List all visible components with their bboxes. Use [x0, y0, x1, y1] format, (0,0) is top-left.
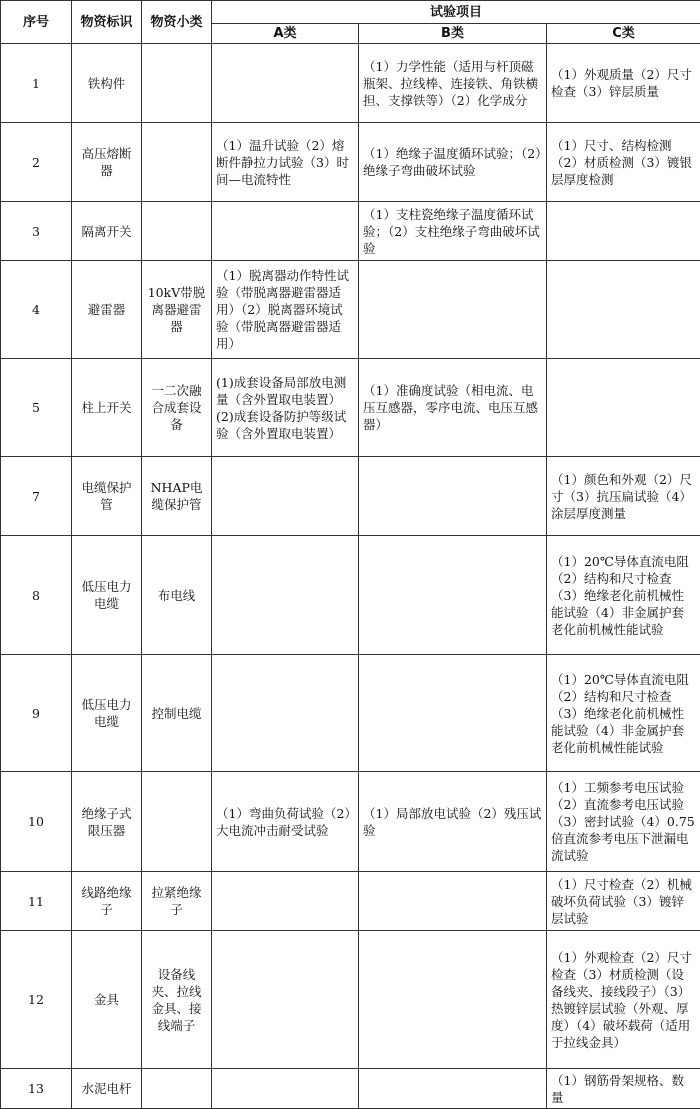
header-class-b: B类 — [359, 24, 547, 44]
cell-seq: 1 — [1, 44, 72, 123]
cell-seq: 8 — [1, 536, 72, 655]
cell-class-a — [212, 202, 359, 261]
cell-seq: 11 — [1, 872, 72, 931]
table-row — [1, 202, 700, 261]
cell-material-id: 隔离开关 — [72, 202, 142, 261]
cell-class-c: （1）20℃导体直流电阻（2）结构和尺寸检查（3）绝缘老化前机械性能试验（4）非金属护套老化前机械性能试验 — [547, 536, 700, 655]
cell-material-subclass: 一二次融合成套设备 — [142, 359, 212, 457]
header-row — [1, 1, 700, 24]
cell-class-b — [359, 1069, 547, 1109]
table-row — [1, 123, 700, 202]
cell-class-b — [359, 931, 547, 1069]
cell-class-a — [212, 872, 359, 931]
cell-class-c: （1）外观检查（2）尺寸检查（3）材质检测（设备线夹、接线段子）（3）热镀锌层试验（外观、厚度）（4）破坏载荷（适用于拉线金具） — [547, 931, 700, 1069]
cell-material-subclass — [142, 1069, 212, 1109]
cell-class-c: （1）尺寸、结构检测（2）材质检测（3）镀银层厚度检测 — [547, 123, 700, 202]
cell-class-c: （1）尺寸检查（2）机械破坏负荷试验（3）镀锌层试验 — [547, 872, 700, 931]
header-class-c: C类 — [547, 24, 700, 44]
cell-material-subclass: NHAP电缆保护管 — [142, 457, 212, 536]
cell-class-b: （1）绝缘子温度循环试验；（2）绝缘子弯曲破坏试验 — [359, 123, 547, 202]
cell-material-subclass — [142, 202, 212, 261]
cell-material-id: 柱上开关 — [72, 359, 142, 457]
cell-material-id: 水泥电杆 — [72, 1069, 142, 1109]
cell-class-b — [359, 261, 547, 359]
cell-class-b: （1）支柱瓷绝缘子温度循环试验；（2）支柱绝缘子弯曲破坏试验 — [359, 202, 547, 261]
cell-material-id: 金具 — [72, 931, 142, 1069]
cell-class-a — [212, 931, 359, 1069]
table-row — [1, 536, 700, 655]
cell-class-a — [212, 457, 359, 536]
cell-class-a: （1）弯曲负荷试验（2）大电流冲击耐受试验 — [212, 772, 359, 872]
cell-material-id: 线路绝缘子 — [72, 872, 142, 931]
cell-seq: 7 — [1, 457, 72, 536]
cell-class-c: （1）工频参考电压试验（2）直流参考电压试验（3）密封试验（4）0.75倍直流参考电压下泄漏电流试验 — [547, 772, 700, 872]
cell-seq: 9 — [1, 655, 72, 772]
cell-seq: 4 — [1, 261, 72, 359]
table-row — [1, 655, 700, 772]
cell-seq: 2 — [1, 123, 72, 202]
cell-class-a: (1)成套设备局部放电测量（含外置取电装置）(2)成套设备防护等级试验（含外置取电装置） — [212, 359, 359, 457]
cell-seq: 10 — [1, 772, 72, 872]
cell-material-subclass — [142, 772, 212, 872]
cell-class-a — [212, 1069, 359, 1109]
cell-material-subclass: 布电线 — [142, 536, 212, 655]
cell-class-c: （1）20℃导体直流电阻（2）结构和尺寸检查（3）绝缘老化前机械性能试验（4）非金属护套老化前机械性能试验 — [547, 655, 700, 772]
cell-class-b: （1）局部放电试验（2）残压试验 — [359, 772, 547, 872]
table-row — [1, 261, 700, 359]
cell-class-b — [359, 536, 547, 655]
header-material-subclass: 物资小类 — [142, 1, 212, 44]
cell-class-a — [212, 536, 359, 655]
cell-class-b: （1）力学性能（适用与杆顶磁瓶架、拉线棒、连接铁、角铁横担、支撑铁等）（2）化学成分 — [359, 44, 547, 123]
cell-material-id: 低压电力电缆 — [72, 536, 142, 655]
table-row — [1, 457, 700, 536]
cell-seq: 3 — [1, 202, 72, 261]
table-row — [1, 872, 700, 931]
cell-class-c: （1）颜色和外观（2）尺寸（3）抗压扁试验（4）涂层厚度测量 — [547, 457, 700, 536]
cell-class-b — [359, 457, 547, 536]
cell-material-id: 低压电力电缆 — [72, 655, 142, 772]
cell-class-c — [547, 202, 700, 261]
cell-material-id: 绝缘子式限压器 — [72, 772, 142, 872]
cell-seq: 5 — [1, 359, 72, 457]
cell-material-id: 铁构件 — [72, 44, 142, 123]
cell-material-subclass: 10kV带脱离器避雷器 — [142, 261, 212, 359]
header-material-id: 物资标识 — [72, 1, 142, 44]
cell-seq: 12 — [1, 931, 72, 1069]
cell-class-c: （1）钢筋骨架规格、数量 — [547, 1069, 700, 1109]
header-class-a: A类 — [212, 24, 359, 44]
cell-material-subclass — [142, 44, 212, 123]
header-test-items: 试验项目 — [212, 1, 700, 24]
table-row — [1, 44, 700, 123]
cell-class-c: （1）外观质量（2）尺寸检查（3）锌层质量 — [547, 44, 700, 123]
table-row — [1, 772, 700, 872]
cell-material-id: 电缆保护管 — [72, 457, 142, 536]
cell-class-c — [547, 261, 700, 359]
cell-class-a: （1）温升试验（2）熔断件静拉力试验（3）时间—电流特性 — [212, 123, 359, 202]
cell-material-subclass: 拉紧绝缘子 — [142, 872, 212, 931]
cell-class-b: （1）准确度试验（相电流、电压互感器，零序电流、电压互感器） — [359, 359, 547, 457]
cell-material-subclass — [142, 123, 212, 202]
table-row — [1, 359, 700, 457]
cell-class-a: （1）脱离器动作特性试验（带脱离器避雷器适用）（2）脱离器环境试验（带脱离器避雷器适用） — [212, 261, 359, 359]
cell-class-b — [359, 872, 547, 931]
cell-seq: 13 — [1, 1069, 72, 1109]
cell-class-c — [547, 359, 700, 457]
cell-material-id: 高压熔断器 — [72, 123, 142, 202]
cell-class-b — [359, 655, 547, 772]
header-seq: 序号 — [1, 1, 72, 44]
table-row — [1, 1069, 700, 1109]
cell-class-a — [212, 655, 359, 772]
cell-material-subclass: 控制电缆 — [142, 655, 212, 772]
cell-class-a — [212, 44, 359, 123]
cell-material-subclass: 设备线夹、拉线金具、接线端子 — [142, 931, 212, 1069]
cell-material-id: 避雷器 — [72, 261, 142, 359]
table-row — [1, 931, 700, 1069]
